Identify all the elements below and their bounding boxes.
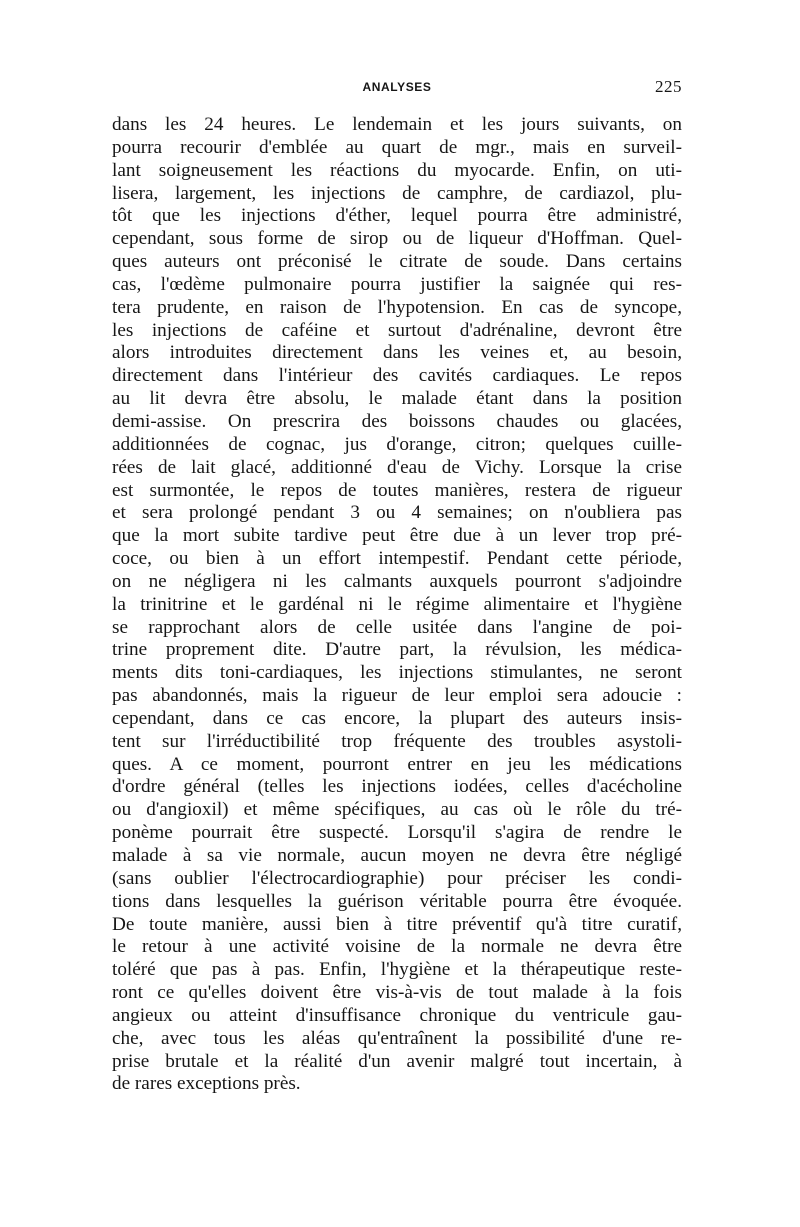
text-line: rées de lait glacé, additionné d'eau de Vichy. Lorsque la crise	[112, 456, 682, 478]
text-line: additionnées de cognac, jus d'orange, citron; quelques cuille-	[112, 433, 682, 455]
text-line: cependant, sous forme de sirop ou de liqueur d'Hoffman. Quel-	[112, 228, 682, 250]
text-line: est surmontée, le repos de toutes manières, restera de rigueur	[112, 479, 682, 501]
text-line: de rares exceptions près.	[112, 1073, 301, 1095]
text-line: De toute manière, aussi bien à titre préventif qu'à titre curatif,	[112, 913, 682, 935]
text-line: pourra recourir d'emblée au quart de mgr., mais en surveil-	[112, 136, 682, 158]
text-line: directement dans l'intérieur des cavités cardiaques. Le repos	[112, 365, 682, 387]
text-line: che, avec tous les aléas qu'entraînent la possibilité d'une re-	[112, 1027, 682, 1049]
text-line: trine proprement dite. D'autre part, la révulsion, les médica-	[112, 639, 682, 661]
text-line: tôt que les injections d'éther, lequel pourra être administré,	[112, 205, 682, 227]
body-text	[112, 114, 682, 1096]
text-line: angieux ou atteint d'insuffisance chronique du ventricule gau-	[112, 1004, 682, 1026]
text-line: (sans oublier l'électrocardiographie) pour préciser les condi-	[112, 867, 682, 889]
text-line: le retour à une activité voisine de la normale ne devra être	[112, 936, 682, 958]
text-line: on ne négligera ni les calmants auxquels pourront s'adjoindre	[112, 570, 682, 592]
text-line: cependant, dans ce cas encore, la plupart des auteurs insis-	[112, 707, 682, 729]
text-line: ront ce qu'elles doivent être vis-à-vis de tout malade à la fois	[112, 982, 682, 1004]
text-line: et sera prolongé pendant 3 ou 4 semaines; on n'oubliera pas	[112, 502, 682, 524]
text-line: ques. A ce moment, pourront entrer en jeu les médications	[112, 753, 682, 775]
text-line: lisera, largement, les injections de camphre, de cardiazol, plu-	[112, 182, 682, 204]
running-head	[112, 77, 682, 102]
text-line: ments dits toni-cardiaques, les injections stimulantes, ne seront	[112, 662, 682, 684]
text-line: les injections de caféine et surtout d'adrénaline, devront être	[112, 319, 682, 341]
text-line: ou d'angioxil) et même spécifiques, au cas où le rôle du tré-	[112, 799, 682, 821]
text-line: coce, ou bien à un effort intempestif. Pendant cette période,	[112, 548, 682, 570]
page-number: 225	[655, 77, 682, 96]
text-line: cas, l'œdème pulmonaire pourra justifier la saignée qui res-	[112, 273, 682, 295]
text-line: alors introduites directement dans les veines et, au besoin,	[112, 342, 682, 364]
running-title: ANALYSES	[362, 80, 432, 94]
text-line: tions dans lesquelles la guérison véritable pourra être évoquée.	[112, 890, 682, 912]
text-line: se rapprochant alors de celle usitée dans l'angine de poi-	[112, 616, 682, 638]
text-line: toléré que pas à pas. Enfin, l'hygiène et la thérapeutique reste-	[112, 959, 682, 981]
text-line: lant soigneusement les réactions du myocarde. Enfin, on uti-	[112, 159, 682, 181]
text-line: ques auteurs ont préconisé le citrate de soude. Dans certains	[112, 251, 682, 273]
text-line: dans les 24 heures. Le lendemain et les jours suivants, on	[112, 114, 682, 135]
text-line: pas abandonnés, mais la rigueur de leur emploi sera adoucie :	[112, 685, 682, 707]
text-line: au lit devra être absolu, le malade étant dans la position	[112, 388, 682, 410]
text-line: ponème pourrait être suspecté. Lorsqu'il s'agira de rendre le	[112, 822, 682, 844]
text-line: d'ordre général (telles les injections iodées, celles d'acécholine	[112, 776, 682, 798]
text-line: que la mort subite tardive peut être due à un lever trop pré-	[112, 525, 682, 547]
text-line: la trinitrine et le gardénal ni le régime alimentaire et l'hygiène	[112, 593, 682, 615]
text-line: prise brutale et la réalité d'un avenir malgré tout incertain, à	[112, 1050, 682, 1072]
text-line: tera prudente, en raison de l'hypotension. En cas de syncope,	[112, 296, 682, 318]
text-line: malade à sa vie normale, aucun moyen ne devra être négligé	[112, 845, 682, 866]
text-line: tent sur l'irréductibilité trop fréquente des troubles asystoli-	[112, 730, 682, 752]
text-line: demi-assise. On prescrira des boissons chaudes ou glacées,	[112, 410, 682, 432]
